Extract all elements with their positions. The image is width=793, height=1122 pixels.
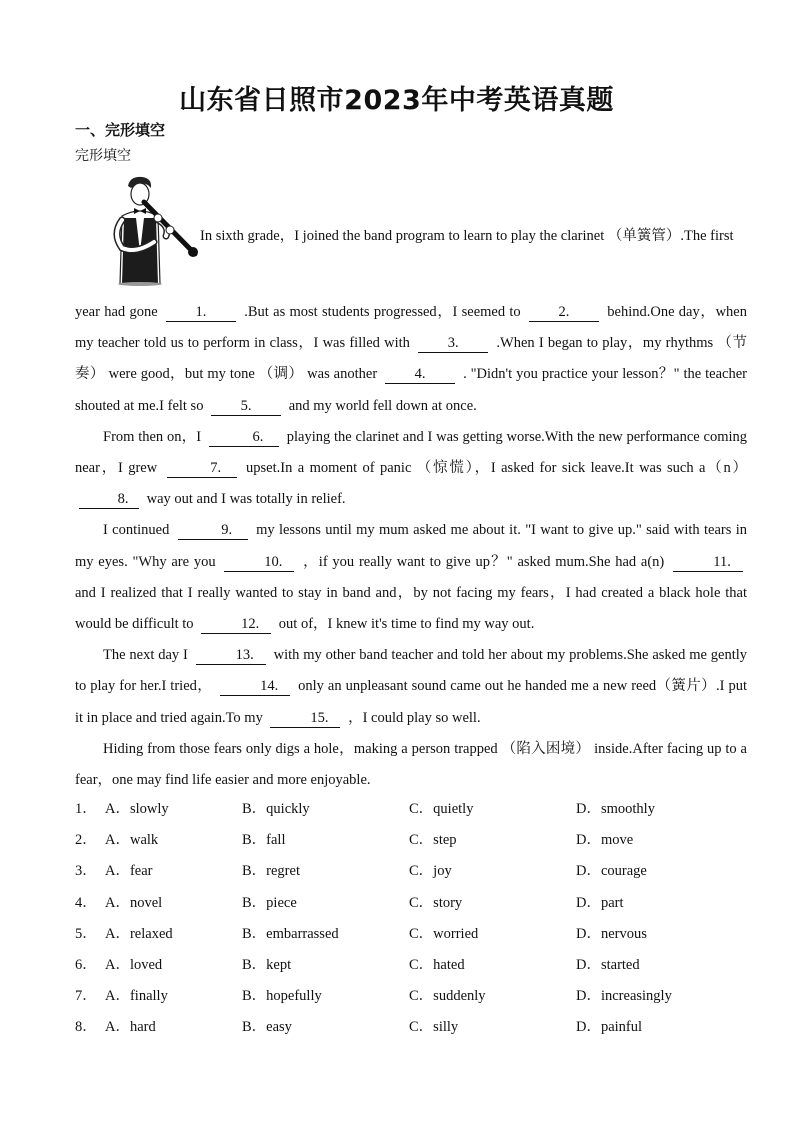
paragraph-2	[75, 422, 747, 516]
answer-blank: 11.	[673, 553, 743, 572]
option-b: B．quickly	[242, 801, 310, 817]
option-b: B．regret	[242, 863, 300, 880]
passage-text: ，if you really want to give up？" asked mum.She had a(n)	[303, 553, 665, 570]
passage-text: and my world fell down at once.	[288, 397, 477, 414]
passage-text: way out and I was totally in relief.	[146, 491, 346, 508]
option-a: A．relaxed	[105, 925, 173, 942]
passage-text: playing the clarinet and I was getting worse.With the new performance coming near，I grew	[75, 428, 748, 477]
answer-blank: 9.	[178, 521, 248, 540]
option-c: C．hated	[409, 956, 465, 973]
question-number: 3．	[75, 863, 97, 880]
question-row	[75, 953, 755, 984]
option-c: C．step	[409, 832, 457, 849]
paragraph-5: Hiding from those fears only digs a hole，making a person trapped （陷入困境） inside.After facing up to a fear，one may find life easier and more enjoyable.	[75, 740, 747, 789]
passage-text: .But as most students progressed，I seemed to	[244, 304, 521, 320]
passage-text: .When I began to play，my rhythms （节奏） were good，but my tone （调） was another	[75, 335, 748, 383]
option-d: D．smoothly	[576, 801, 655, 817]
passage-text: upset.In a moment of panic （惊慌），I asked for sick leave.It was such a（n）	[246, 460, 748, 477]
passage-text: out of，I knew it's time to find my way out.	[278, 616, 535, 633]
option-c: C．silly	[409, 1019, 459, 1036]
question-number: 7．	[75, 988, 97, 1005]
option-a: A．walk	[105, 832, 159, 849]
answer-blank: 5.	[211, 397, 281, 416]
passage-text: The next day I	[103, 647, 188, 664]
paragraph-1	[75, 297, 747, 422]
section-heading: 一、完形填空	[75, 121, 166, 139]
passage-text: my lessons until my mum asked me about it. "I want to give up." said with tears in my eyes. "Why are you	[75, 522, 748, 570]
question-row	[75, 859, 755, 890]
passage-text: and I realized that I really wanted to stay in band and，by not facing my fears，I had created a black hole that would be difficult to	[75, 584, 747, 633]
option-c: C．joy	[409, 863, 452, 880]
question-number: 4．	[75, 894, 97, 911]
question-number: 2．	[75, 832, 97, 849]
passage-text: ，I could play so well.	[348, 709, 481, 726]
option-a: A．fear	[105, 863, 153, 880]
question-row	[75, 891, 755, 922]
passage-text: behind.One day，when my teacher told us to perform in class，I was filled with	[75, 304, 747, 352]
question-row	[75, 1015, 755, 1046]
question-row	[75, 797, 755, 828]
question-number: 8．	[75, 1019, 97, 1036]
clarinet-player-illustration	[100, 172, 200, 287]
cloze-passage	[75, 297, 747, 796]
answer-blank: 2.	[529, 303, 599, 322]
option-d: D．move	[576, 832, 634, 849]
question-number: 6．	[75, 956, 97, 973]
option-d: D．painful	[576, 1019, 643, 1036]
question-row	[75, 828, 755, 859]
page-title: 山东省日照市2023年中考英语真题	[179, 85, 614, 116]
answer-blank: 4.	[385, 365, 455, 384]
option-d: D．courage	[576, 863, 647, 880]
answer-blank: 1.	[166, 303, 236, 322]
option-d: D．nervous	[576, 925, 647, 942]
question-number: 1．	[75, 801, 97, 817]
option-c: C．worried	[409, 925, 479, 942]
paragraph-3	[75, 515, 747, 640]
option-b: B．kept	[242, 956, 292, 973]
option-c: C．story	[409, 894, 463, 911]
question-number: 5．	[75, 925, 97, 942]
option-d: D．increasingly	[576, 988, 672, 1005]
option-c: C．quietly	[409, 801, 474, 817]
option-b: B．hopefully	[242, 988, 322, 1005]
option-a: A．novel	[105, 894, 163, 911]
paragraph-4	[75, 640, 747, 734]
option-a: A．hard	[105, 1019, 156, 1036]
option-b: B．embarrassed	[242, 925, 339, 942]
answer-blank: 8.	[79, 490, 139, 509]
section-subtitle: 完形填空	[75, 148, 131, 164]
option-a: A．finally	[105, 988, 168, 1005]
passage-text: only an unpleasant sound came out he handed me a new reed（簧片）.I put it in place and tried again.To my	[75, 678, 748, 726]
answer-blank: 10.	[224, 553, 294, 572]
option-d: D．started	[576, 956, 640, 973]
option-b: B．fall	[242, 832, 286, 849]
answer-blank: 6.	[209, 428, 279, 447]
option-b: B．easy	[242, 1019, 292, 1036]
passage-text: year had gone	[75, 304, 158, 320]
option-a: A．loved	[105, 956, 163, 973]
question-row	[75, 922, 755, 953]
answer-options	[75, 797, 755, 1047]
passage-text: From then on，I	[103, 428, 202, 445]
answer-blank: 15.	[270, 709, 340, 728]
answer-blank: 12.	[201, 615, 271, 634]
option-b: B．piece	[242, 894, 297, 911]
question-row	[75, 984, 755, 1015]
passage-intro-line: In sixth grade，I joined the band program to learn to play the clarinet （单簧管）.The first	[200, 228, 734, 244]
answer-blank: 3.	[418, 334, 488, 353]
passage-text: with my other band teacher and told her about my problems.She asked me gently to play for her.I tried，	[75, 647, 748, 695]
option-d: D．part	[576, 894, 624, 911]
answer-blank: 7.	[167, 459, 237, 478]
passage-text: . "Didn't you practice your lesson？" the teacher shouted at me.I felt so	[75, 366, 747, 414]
answer-blank: 14.	[220, 677, 290, 696]
answer-blank: 13.	[196, 646, 266, 665]
option-c: C．suddenly	[409, 988, 486, 1005]
passage-text: I continued	[103, 522, 170, 539]
option-a: A．slowly	[105, 801, 169, 817]
